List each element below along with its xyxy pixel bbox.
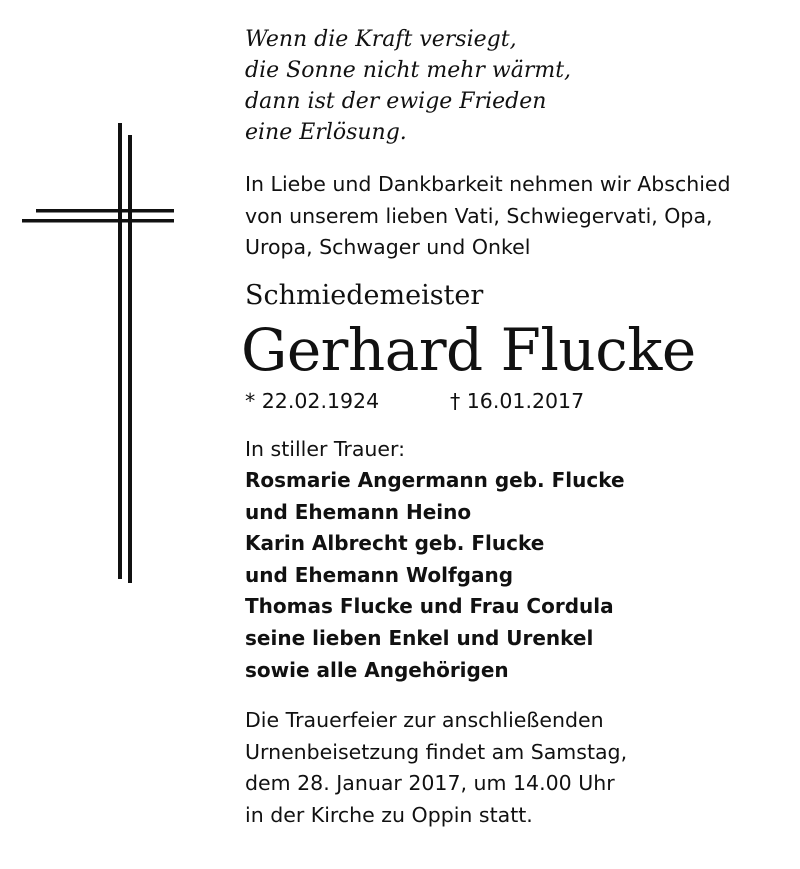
intro-line: In Liebe und Dankbarkeit nehmen wir Abschied: [245, 172, 731, 196]
poem-line: Wenn die Kraft versiegt,: [245, 27, 517, 52]
poem-line: eine Erlösung.: [245, 120, 407, 145]
poem-line: dann ist der ewige Frieden: [245, 89, 547, 114]
mourners-list: [245, 465, 785, 686]
mourner-line: sowie alle Angehörigen: [245, 657, 509, 682]
farewell-intro: [245, 169, 785, 264]
poem-line: die Sonne nicht mehr wärmt,: [245, 58, 572, 83]
deceased-name: Gerhard Flucke: [241, 315, 696, 384]
ceremony-line: Urnenbeisetzung findet am Samstag,: [245, 739, 628, 764]
life-dates: [245, 386, 785, 416]
ceremony-line: Die Trauerfeier zur anschließenden: [245, 708, 604, 733]
ceremony-line: in der Kirche zu Oppin statt.: [245, 802, 533, 827]
mourner-line: Karin Albrecht geb. Flucke: [245, 531, 545, 556]
mourners-label: In stiller Trauer:: [245, 436, 405, 461]
mourner-line: Rosmarie Angermann geb. Flucke: [245, 468, 625, 492]
ceremony-info: [245, 705, 785, 831]
mourner-line: und Ehemann Heino: [245, 499, 472, 524]
mourner-line: seine lieben Enkel und Urenkel: [245, 625, 594, 650]
profession: Schmiedemeister: [245, 279, 484, 311]
mourner-line: und Ehemann Wolfgang: [245, 562, 514, 587]
notice-text-column: [241, 24, 785, 831]
ceremony-line: dem 28. Januar 2017, um 14.00 Uhr: [245, 771, 615, 796]
mourner-line: Thomas Flucke und Frau Cordula: [245, 594, 614, 619]
poem: [245, 24, 785, 148]
intro-line: Uropa, Schwager und Onkel: [245, 235, 531, 259]
intro-line: von unserem lieben Vati, Schwiegervati, Opa,: [245, 203, 713, 228]
cross-icon: [22, 123, 174, 583]
birth-date: * 22.02.1924: [245, 388, 380, 413]
death-date: † 16.01.2017: [450, 388, 585, 413]
